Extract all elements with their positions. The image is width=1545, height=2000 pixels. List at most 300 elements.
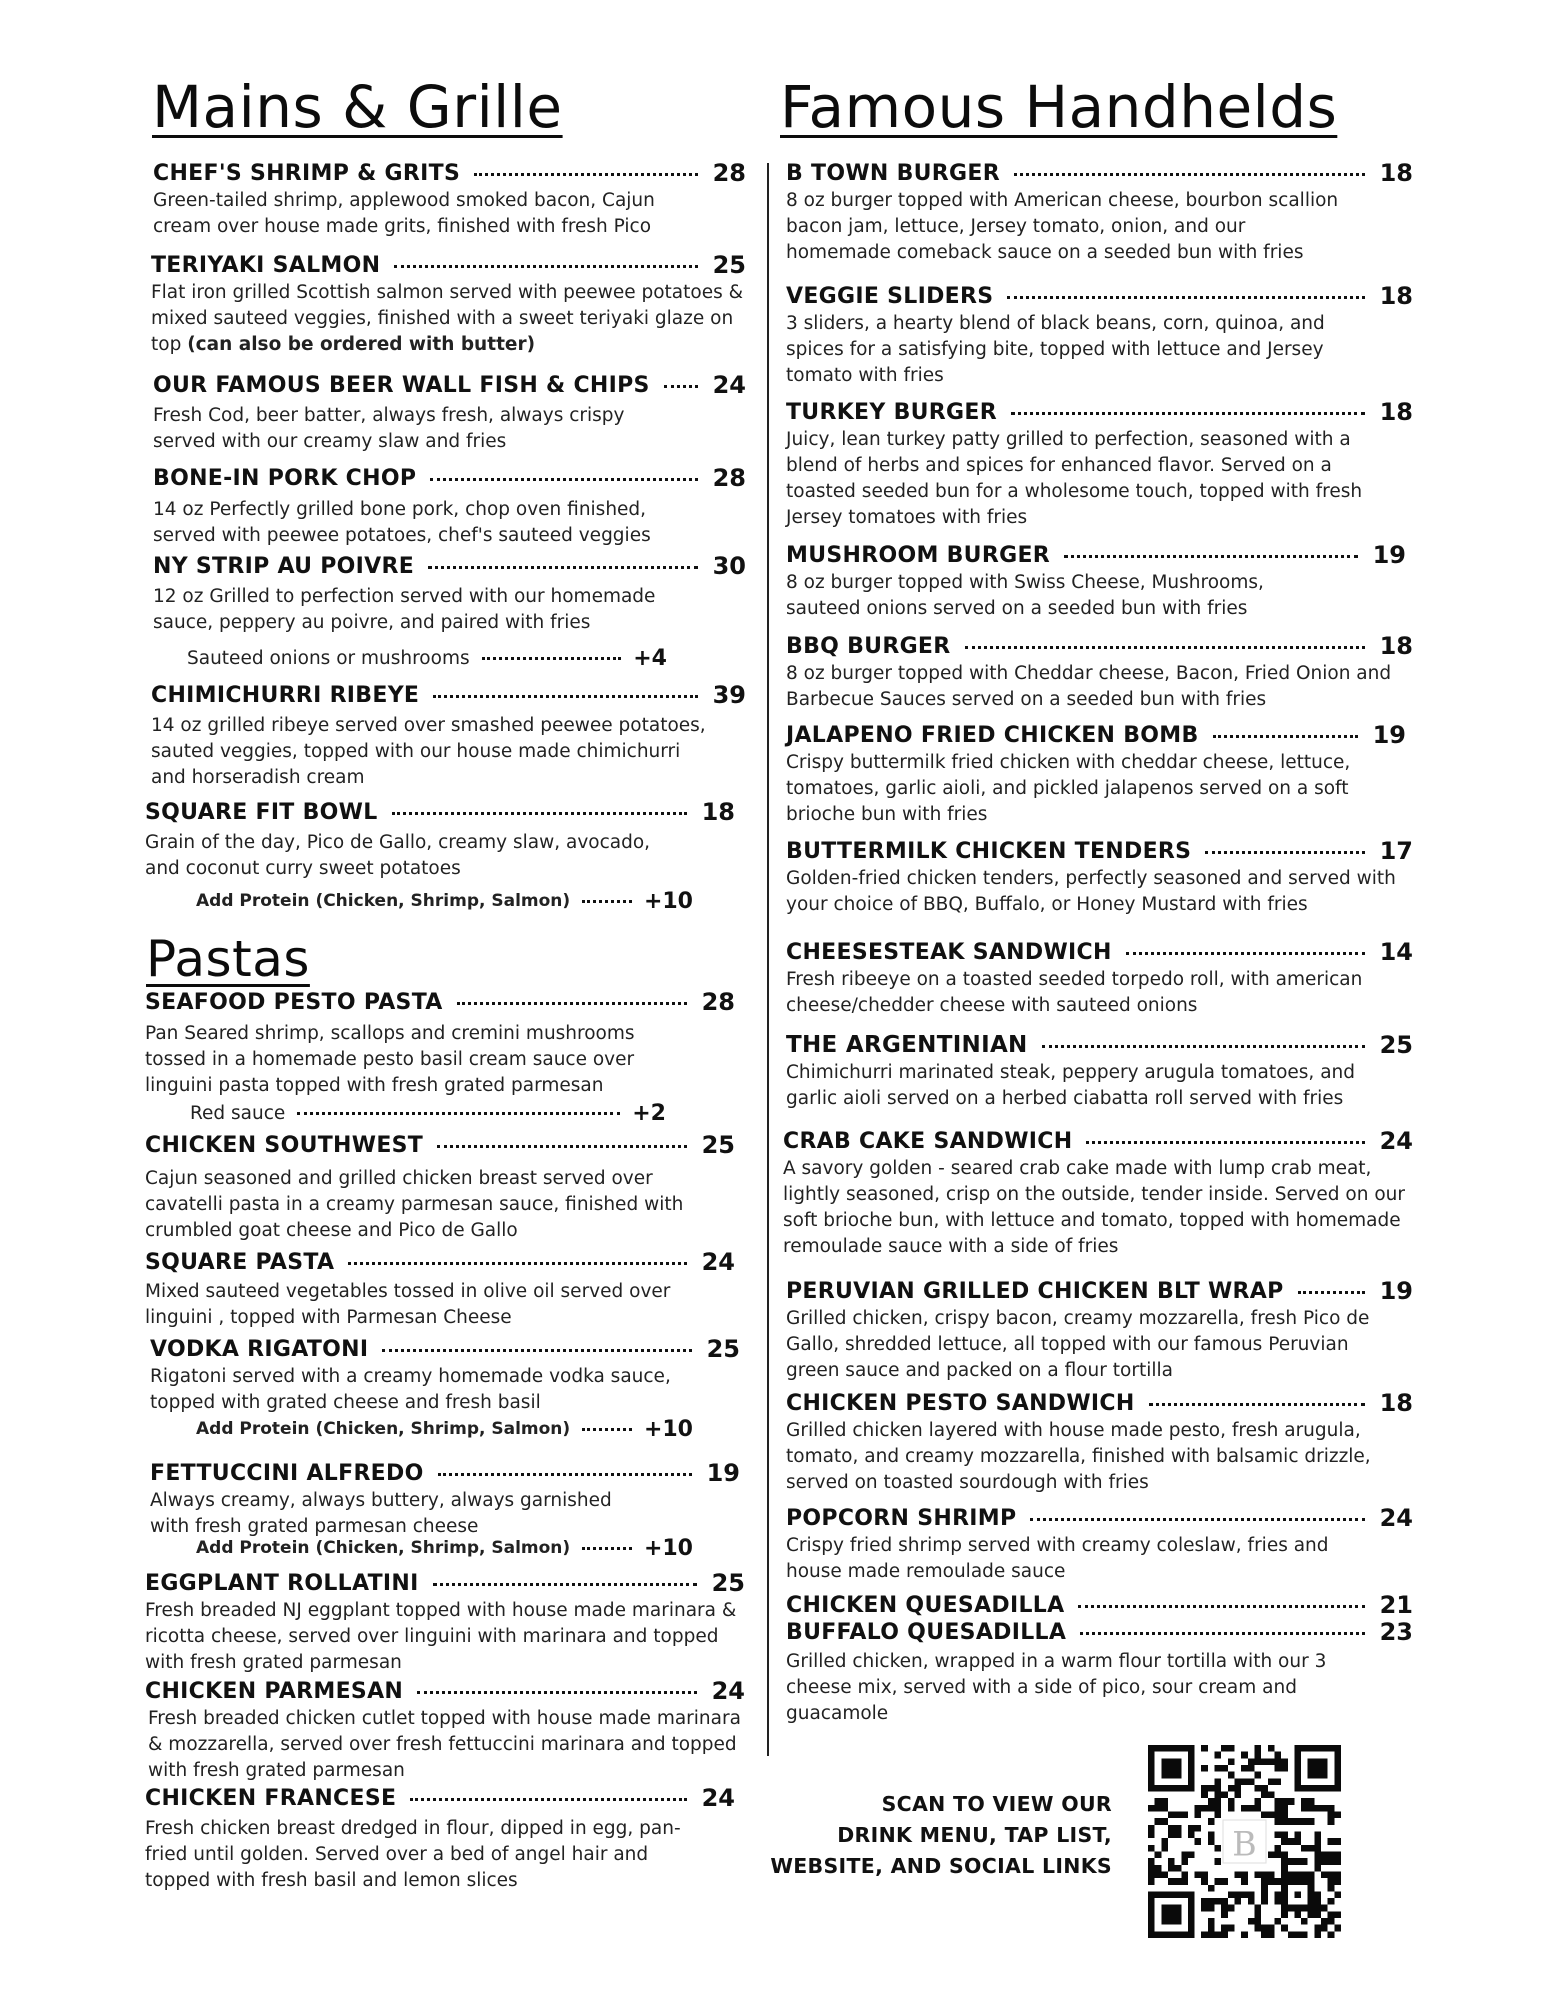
qr-module <box>1321 1785 1328 1792</box>
qr-module <box>1188 1785 1195 1792</box>
item-price: 25 <box>701 1131 735 1159</box>
qr-module <box>1308 1818 1315 1825</box>
menu-item-chicken-francese <box>145 1783 735 1894</box>
qr-module <box>1155 1851 1162 1858</box>
qr-module <box>1254 1925 1261 1932</box>
qr-module <box>1188 1911 1195 1918</box>
qr-module <box>1148 1825 1155 1832</box>
leader-dots <box>474 173 698 176</box>
item-description: 8 oz burger topped with American cheese, bourbon scallion bacon jam, lettuce, Jersey tomato, onion, and our homemade comeback sauce on a seeded bun with fries <box>786 190 1339 263</box>
qr-module <box>1301 1798 1308 1805</box>
qr-module <box>1228 1905 1235 1912</box>
qr-module <box>1161 1818 1168 1825</box>
qr-module <box>1281 1838 1288 1845</box>
scan-line: SCAN TO VIEW OUR <box>881 1792 1112 1816</box>
item-description: Green-tailed shrimp, applewood smoked bacon, Cajun cream over house made grits, finished with fresh Pico <box>153 190 655 237</box>
item-price: 24 <box>1379 1504 1413 1532</box>
qr-module <box>1228 1758 1235 1765</box>
qr-module <box>1215 1812 1222 1819</box>
qr-module <box>1334 1765 1341 1772</box>
qr-module <box>1254 1905 1261 1912</box>
qr-module <box>1281 1812 1288 1819</box>
pastas-heading: Pastas <box>146 930 310 988</box>
item-name: NY STRIP AU POIVRE <box>153 553 415 579</box>
qr-module <box>1188 1931 1195 1938</box>
qr-module <box>1161 1905 1168 1912</box>
qr-module <box>1168 1772 1175 1779</box>
qr-module <box>1288 1871 1295 1878</box>
qr-module <box>1321 1851 1328 1858</box>
qr-module <box>1221 1792 1228 1799</box>
qr-module <box>1155 1785 1162 1792</box>
qr-module <box>1175 1765 1182 1772</box>
qr-module <box>1188 1772 1195 1779</box>
qr-module <box>1215 1785 1222 1792</box>
leader-dots <box>438 1473 692 1476</box>
leader-dots <box>1080 1632 1365 1635</box>
qr-module <box>1148 1858 1155 1865</box>
qr-module <box>1148 1898 1155 1905</box>
qr-module <box>1308 1905 1315 1912</box>
qr-module <box>1235 1785 1242 1792</box>
qr-module <box>1268 1792 1275 1799</box>
leader-dots <box>482 657 622 660</box>
qr-module <box>1168 1785 1175 1792</box>
qr-module <box>1274 1832 1281 1839</box>
qr-module <box>1201 1745 1208 1752</box>
qr-module <box>1208 1925 1215 1932</box>
addon-price: +10 <box>643 1416 693 1442</box>
leader-dots <box>297 1112 620 1115</box>
qr-module <box>1201 1765 1208 1772</box>
item-price: 25 <box>712 251 746 279</box>
qr-module <box>1254 1918 1261 1925</box>
leader-dots <box>1126 952 1365 955</box>
qr-module <box>1155 1745 1162 1752</box>
item-name: JALAPENO FRIED CHICKEN BOMB <box>786 722 1199 748</box>
qr-module <box>1181 1851 1188 1858</box>
qr-module <box>1268 1931 1275 1938</box>
menu-item-turkey-burger <box>786 397 1413 531</box>
qr-module <box>1175 1918 1182 1925</box>
qr-module <box>1161 1871 1168 1878</box>
qr-module <box>1208 1832 1215 1839</box>
qr-module <box>1321 1765 1328 1772</box>
qr-module <box>1334 1925 1341 1932</box>
item-name: CHICKEN QUESADILLA <box>786 1592 1065 1618</box>
leader-dots <box>417 1691 697 1694</box>
addon-price: +4 <box>633 645 667 671</box>
leader-dots <box>394 265 698 268</box>
qr-module <box>1148 1845 1155 1852</box>
qr-module <box>1328 1851 1335 1858</box>
qr-module <box>1294 1878 1301 1885</box>
qr-module <box>1274 1891 1281 1898</box>
qr-module <box>1175 1812 1182 1819</box>
item-price: 19 <box>1379 1277 1413 1305</box>
leader-dots <box>1007 296 1365 299</box>
qr-module <box>1308 1891 1315 1898</box>
item-name: THE ARGENTINIAN <box>786 1032 1028 1058</box>
qr-module <box>1168 1765 1175 1772</box>
qr-module <box>1314 1758 1321 1765</box>
qr-module <box>1161 1891 1168 1898</box>
item-description: Grilled chicken, wrapped in a warm flour tortilla with our 3 cheese mix, served with a side of pico, sour cream and guacamole <box>786 1651 1327 1724</box>
qr-module <box>1168 1905 1175 1912</box>
addon-protein-alfredo <box>196 1534 693 1562</box>
qr-module <box>1274 1798 1281 1805</box>
qr-module <box>1268 1925 1275 1932</box>
qr-module <box>1161 1785 1168 1792</box>
qr-module <box>1168 1825 1175 1832</box>
item-name: TERIYAKI SALMON <box>151 252 381 278</box>
qr-module <box>1294 1931 1301 1938</box>
qr-module <box>1188 1891 1195 1898</box>
qr-module <box>1228 1798 1235 1805</box>
qr-module <box>1314 1745 1321 1752</box>
qr-module <box>1208 1805 1215 1812</box>
qr-module <box>1274 1752 1281 1759</box>
qr-module <box>1288 1878 1295 1885</box>
qr-module <box>1241 1931 1248 1938</box>
qr-module <box>1148 1871 1155 1878</box>
item-name: VODKA RIGATONI <box>150 1336 369 1362</box>
qr-module <box>1168 1911 1175 1918</box>
qr-module <box>1321 1745 1328 1752</box>
qr-module <box>1288 1858 1295 1865</box>
item-description: Fresh breaded NJ eggplant topped with house made marinara & ricotta cheese, served over linguini with marinara and topped with fresh grated parmesan <box>145 1600 737 1673</box>
menu-item-vodka-rigatoni <box>150 1334 740 1416</box>
qr-module <box>1261 1898 1268 1905</box>
qr-module <box>1268 1878 1275 1885</box>
item-price: 19 <box>1372 541 1406 569</box>
leader-dots <box>1149 1403 1365 1406</box>
menu-item-square-pasta <box>145 1247 735 1331</box>
qr-module <box>1168 1878 1175 1885</box>
qr-module <box>1301 1905 1308 1912</box>
qr-module <box>1215 1858 1222 1865</box>
qr-module <box>1334 1812 1341 1819</box>
leader-dots <box>348 1262 687 1265</box>
qr-module <box>1168 1931 1175 1938</box>
qr-module <box>1235 1898 1242 1905</box>
item-description: Mixed sauteed vegetables tossed in olive oil served over linguini , topped with Parmesan Cheese <box>145 1281 671 1328</box>
item-description: Fresh ribeeye on a toasted seeded torpedo roll, with american cheese/chedder cheese with sauteed onions <box>786 969 1363 1016</box>
qr-module <box>1268 1778 1275 1785</box>
leader-dots <box>433 1583 697 1586</box>
item-name: POPCORN SHRIMP <box>786 1505 1017 1531</box>
qr-module <box>1161 1772 1168 1779</box>
qr-module <box>1254 1805 1261 1812</box>
qr-module <box>1281 1832 1288 1839</box>
leader-dots <box>1011 412 1365 415</box>
qr-module <box>1328 1918 1335 1925</box>
item-price: 25 <box>1379 1031 1413 1059</box>
qr-module <box>1301 1845 1308 1852</box>
qr-module <box>1261 1885 1268 1892</box>
qr-module <box>1215 1898 1222 1905</box>
qr-module <box>1328 1785 1335 1792</box>
qr-module <box>1201 1898 1208 1905</box>
item-name: FETTUCCINI ALFREDO <box>150 1460 424 1486</box>
qr-module <box>1215 1792 1222 1799</box>
qr-module <box>1221 1931 1228 1938</box>
menu-item-cheesesteak <box>786 937 1413 1019</box>
qr-module <box>1168 1812 1175 1819</box>
qr-module <box>1281 1805 1288 1812</box>
qr-module <box>1248 1758 1255 1765</box>
qr-module <box>1294 1911 1301 1918</box>
qr-module <box>1268 1745 1275 1752</box>
item-name: SEAFOOD PESTO PASTA <box>145 989 443 1015</box>
item-price: 19 <box>706 1459 740 1487</box>
qr-module <box>1314 1845 1321 1852</box>
qr-module <box>1161 1845 1168 1852</box>
item-description: Grilled chicken, crispy bacon, creamy mozzarella, fresh Pico de Gallo, shredded lettuce, all topped with our famous Peruvian green sauce and packed on a flour tortilla <box>786 1308 1370 1381</box>
qr-module <box>1228 1772 1235 1779</box>
qr-module <box>1215 1845 1222 1852</box>
item-price: 28 <box>712 159 746 187</box>
qr-module <box>1274 1818 1281 1825</box>
qr-module <box>1334 1785 1341 1792</box>
qr-module <box>1228 1785 1235 1792</box>
qr-module <box>1248 1778 1255 1785</box>
item-name: CHEESESTEAK SANDWICH <box>786 939 1112 965</box>
menu-item-chicken-quesadilla <box>786 1590 1413 1620</box>
menu-item-ny-strip <box>153 551 746 636</box>
qr-module <box>1274 1805 1281 1812</box>
qr-module <box>1228 1805 1235 1812</box>
qr-module <box>1308 1798 1315 1805</box>
qr-module <box>1155 1818 1162 1825</box>
qr-module <box>1261 1812 1268 1819</box>
qr-module <box>1221 1878 1228 1885</box>
qr-module <box>1328 1818 1335 1825</box>
scan-callout <box>770 1789 1112 1882</box>
qr-module <box>1188 1758 1195 1765</box>
qr-module <box>1328 1805 1335 1812</box>
qr-module <box>1148 1772 1155 1779</box>
qr-module <box>1321 1772 1328 1779</box>
leader-dots <box>410 1798 687 1801</box>
item-price: 24 <box>1379 1127 1413 1155</box>
qr-module <box>1308 1758 1315 1765</box>
qr-module <box>1308 1871 1315 1878</box>
qr-module <box>1221 1911 1228 1918</box>
qr-module <box>1254 1798 1261 1805</box>
qr-module <box>1314 1931 1321 1938</box>
leader-dots <box>582 900 632 903</box>
qr-module <box>1308 1772 1315 1779</box>
qr-module <box>1328 1812 1335 1819</box>
qr-module <box>1195 1825 1202 1832</box>
qr-module <box>1314 1858 1321 1865</box>
addon-protein-mains <box>196 887 693 915</box>
qr-module <box>1274 1812 1281 1819</box>
qr-module <box>1314 1805 1321 1812</box>
qr-module <box>1175 1785 1182 1792</box>
qr-module <box>1201 1905 1208 1912</box>
qr-module <box>1301 1805 1308 1812</box>
qr-module <box>1294 1905 1301 1912</box>
qr-module <box>1281 1818 1288 1825</box>
qr-module <box>1261 1925 1268 1932</box>
item-price: 25 <box>711 1569 745 1597</box>
addon-onions-mushrooms <box>187 644 667 672</box>
qr-code-icon[interactable] <box>1148 1745 1341 1938</box>
qr-module <box>1221 1765 1228 1772</box>
item-description: A savory golden - seared crab cake made with lump crab meat, lightly seasoned, crisp on the outside, tender inside. Served on our soft brioche bun, with lettuce and tomato, topped with homemade remoulade sauce with a side of fries <box>783 1158 1405 1257</box>
addon-label: Sauteed onions or mushrooms <box>187 647 470 669</box>
qr-module <box>1274 1758 1281 1765</box>
item-description: Crispy buttermilk fried chicken with cheddar cheese, lettuce, tomatoes, garlic aioli, and pickled jalapenos served on a soft brioche bun with fries <box>786 752 1351 825</box>
qr-module <box>1314 1772 1321 1779</box>
qr-module <box>1261 1891 1268 1898</box>
qr-module <box>1254 1911 1261 1918</box>
qr-module <box>1261 1871 1268 1878</box>
qr-module <box>1334 1752 1341 1759</box>
qr-module <box>1228 1925 1235 1932</box>
column-divider <box>767 163 769 1756</box>
item-price: 18 <box>1379 632 1413 660</box>
qr-module <box>1301 1878 1308 1885</box>
addon-price: +2 <box>632 1100 666 1126</box>
item-price: 30 <box>712 552 746 580</box>
item-price: 24 <box>712 371 746 399</box>
qr-module <box>1308 1878 1315 1885</box>
qr-module <box>1161 1838 1168 1845</box>
qr-module <box>1281 1891 1288 1898</box>
qr-module <box>1175 1931 1182 1938</box>
item-name: B TOWN BURGER <box>786 160 1000 186</box>
qr-module <box>1314 1785 1321 1792</box>
qr-module <box>1175 1772 1182 1779</box>
item-name: SQUARE FIT BOWL <box>145 799 378 825</box>
qr-module <box>1201 1878 1208 1885</box>
qr-module <box>1321 1925 1328 1932</box>
qr-module <box>1148 1931 1155 1938</box>
qr-module <box>1155 1865 1162 1872</box>
qr-module <box>1148 1758 1155 1765</box>
item-name: BBQ BURGER <box>786 633 951 659</box>
qr-module <box>1281 1858 1288 1865</box>
item-description: Cajun seasoned and grilled chicken breast served over cavatelli pasta in a creamy parmesan sauce, finished with crumbled goat cheese and Pico de Gallo <box>145 1168 684 1241</box>
qr-module <box>1221 1925 1228 1932</box>
qr-module <box>1148 1832 1155 1839</box>
qr-module <box>1274 1778 1281 1785</box>
leader-dots <box>1213 735 1358 738</box>
item-price: 18 <box>1379 398 1413 426</box>
item-note: (can also be ordered with butter) <box>187 334 536 355</box>
addon-price: +10 <box>643 1535 693 1561</box>
addon-label: Red sauce <box>190 1102 286 1124</box>
qr-module <box>1208 1918 1215 1925</box>
qr-module <box>1294 1765 1301 1772</box>
qr-module <box>1235 1891 1242 1898</box>
qr-module <box>1241 1878 1248 1885</box>
qr-module <box>1314 1911 1321 1918</box>
qr-module <box>1215 1878 1222 1885</box>
leader-dots <box>1298 1291 1365 1294</box>
qr-module <box>1155 1871 1162 1878</box>
qr-module <box>1294 1752 1301 1759</box>
qr-module <box>1281 1871 1288 1878</box>
qr-module <box>1148 1865 1155 1872</box>
qr-module <box>1175 1825 1182 1832</box>
menu-item-jalapeno-bomb <box>786 720 1406 828</box>
qr-module <box>1208 1931 1215 1938</box>
qr-module <box>1314 1832 1321 1839</box>
qr-module <box>1314 1891 1321 1898</box>
qr-module <box>1155 1931 1162 1938</box>
qr-module <box>1175 1891 1182 1898</box>
item-description: Chimichurri marinated steak, peppery arugula tomatoes, and garlic aioli served on a herbed ciabatta roll served with fries <box>786 1062 1355 1109</box>
qr-module <box>1175 1865 1182 1872</box>
qr-module <box>1248 1805 1255 1812</box>
item-description: 12 oz Grilled to perfection served with our homemade sauce, peppery au poivre, and paired with fries <box>153 586 656 633</box>
addon-red-sauce <box>190 1099 666 1127</box>
leader-dots <box>1064 555 1358 558</box>
qr-module <box>1328 1931 1335 1938</box>
qr-module <box>1188 1765 1195 1772</box>
qr-module <box>1261 1758 1268 1765</box>
qr-module <box>1294 1758 1301 1765</box>
qr-module <box>1188 1778 1195 1785</box>
qr-module <box>1175 1911 1182 1918</box>
qr-module <box>1175 1832 1182 1839</box>
qr-module <box>1274 1878 1281 1885</box>
qr-module <box>1168 1858 1175 1865</box>
qr-module <box>1328 1745 1335 1752</box>
qr-module <box>1241 1778 1248 1785</box>
menu-item-peruvian-wrap <box>786 1276 1413 1384</box>
item-price: 24 <box>701 1248 735 1276</box>
qr-module <box>1175 1745 1182 1752</box>
qr-module <box>1188 1925 1195 1932</box>
item-name: EGGPLANT ROLLATINI <box>145 1570 419 1596</box>
qr-module <box>1148 1905 1155 1912</box>
qr-module <box>1148 1891 1155 1898</box>
qr-module <box>1334 1838 1341 1845</box>
qr-module <box>1294 1785 1301 1792</box>
item-price: 25 <box>706 1335 740 1363</box>
qr-module <box>1201 1871 1208 1878</box>
qr-module <box>1155 1798 1162 1805</box>
qr-module <box>1155 1891 1162 1898</box>
qr-module <box>1334 1911 1341 1918</box>
qr-module <box>1294 1858 1301 1865</box>
item-description: Golden-fried chicken tenders, perfectly seasoned and served with your choice of BBQ, Buffalo, or Honey Mustard with fries <box>786 868 1396 915</box>
qr-module <box>1208 1818 1215 1825</box>
item-name: SQUARE PASTA <box>145 1249 335 1275</box>
qr-module <box>1148 1745 1155 1752</box>
qr-module <box>1155 1805 1162 1812</box>
qr-module <box>1195 1871 1202 1878</box>
item-price: 18 <box>1379 282 1413 310</box>
qr-module <box>1161 1798 1168 1805</box>
qr-module <box>1281 1898 1288 1905</box>
qr-module <box>1241 1765 1248 1772</box>
qr-module <box>1208 1905 1215 1912</box>
qr-module <box>1221 1745 1228 1752</box>
leader-dots <box>582 1428 632 1431</box>
qr-module <box>1254 1745 1261 1752</box>
item-description: Fresh Cod, beer batter, always fresh, always crispy served with our creamy slaw and fries <box>153 405 625 452</box>
qr-module <box>1261 1792 1268 1799</box>
menu-item-mushroom-burger <box>786 540 1406 622</box>
qr-module <box>1248 1918 1255 1925</box>
menu-item-fish-chips <box>153 370 746 455</box>
